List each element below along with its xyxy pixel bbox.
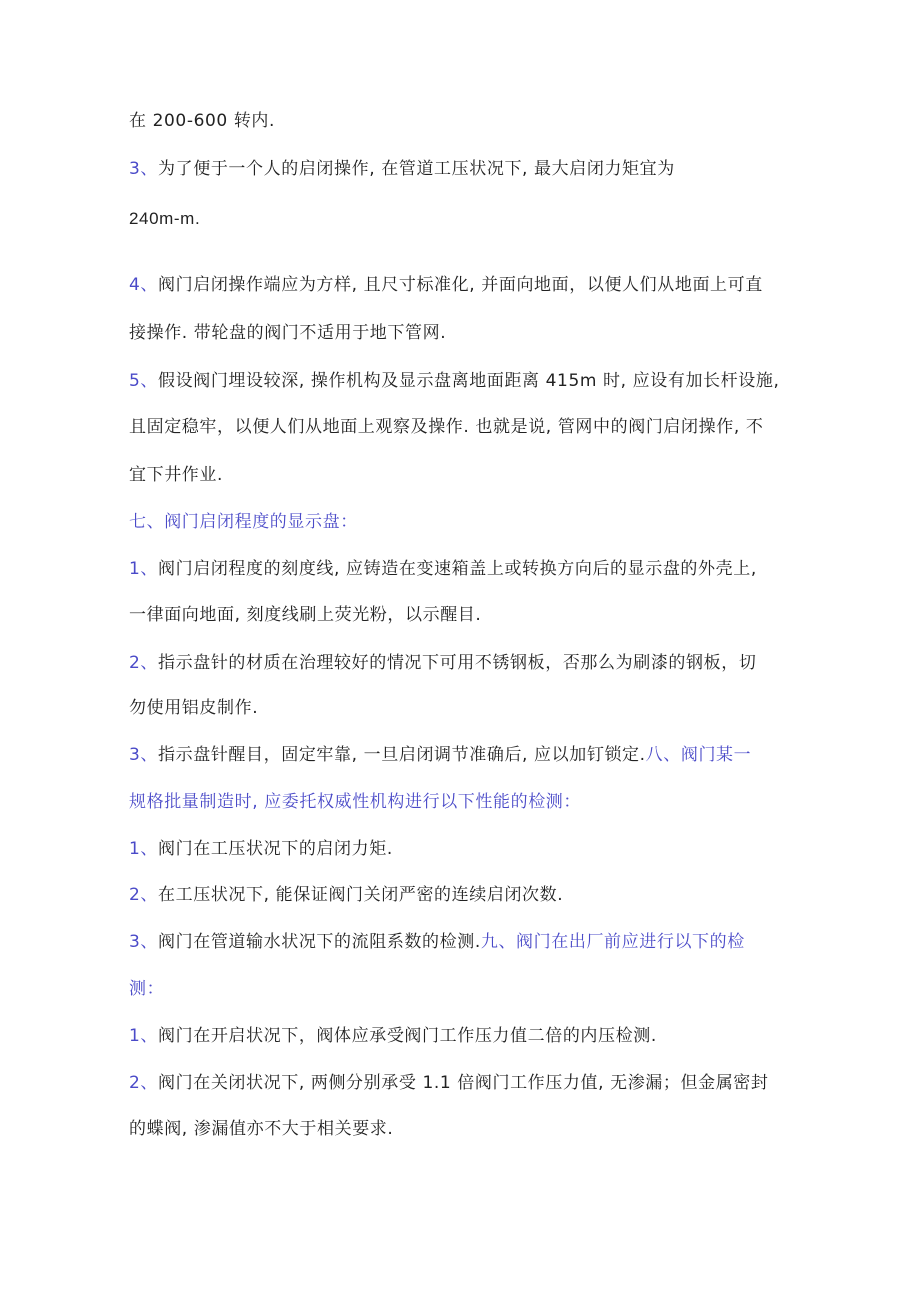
line-text: 宜下井作业. [129,465,224,485]
line-text: 240m-m. [129,209,201,228]
line-text: 在工压状况下, 能保证阀门关闭严密的连续启闭次数. [158,885,564,905]
text-line [129,322,446,344]
list-item-4 [129,274,763,296]
item-number: 3、 [129,932,159,952]
heading-text: 规格批量制造时, 应委托权威性机构进行以下性能的检测： [129,792,582,812]
section-heading-9: 九、阀门在出厂前应进行以下的检 [480,932,745,952]
line-text: 阀门启闭操作端应为方样, 且尺寸标准化, 并面向地面，以便人们从地面上可直 [158,275,763,295]
text-line [129,110,275,132]
list-item-2 [129,652,756,674]
line-text: 阀门在关闭状况下, 两侧分别承受 1.1 倍阀门工作压力值, 无渗漏；但金属密封 [158,1073,769,1093]
line-text: 为了便于一个人的启闭操作, 在管道工压状况下, 最大启闭力矩宜为 [158,159,675,179]
line-text: 一律面向地面, 刻度线刷上荧光粉，以示醒目. [129,605,482,625]
line-text: 且固定稳牢，以便人们从地面上观察及操作. 也就是说, 管网中的阀门启闭操作, 不 [129,417,764,437]
text-line [129,604,481,626]
item-number: 3、 [129,745,159,765]
heading-text: 七、阀门启闭程度的显示盘： [129,512,358,532]
line-text: 阀门在管道输水状况下的流阻系数的检测. [158,932,481,952]
item-number: 2、 [129,885,159,905]
item-number: 1、 [129,559,159,579]
list-item-2 [129,884,563,906]
line-text: 指示盘针的材质在治理较好的情况下可用不锈钢板，否那么为刷漆的钢板，切 [158,653,757,673]
section-heading-8: 八、阀门某一 [645,745,752,765]
text-line [129,1118,393,1140]
list-item-3 [129,158,675,180]
item-number: 2、 [129,653,159,673]
item-number: 4、 [129,275,159,295]
list-item-1 [129,838,393,860]
line-text: 在 200-600 转内. [129,111,276,131]
list-item-5 [129,370,779,392]
line-text: 阀门在工压状况下的启闭力矩. [158,839,393,859]
line-text: 指示盘针醒目，固定牢靠, 一旦启闭调节准确后, 应以加钉锁定. [158,745,646,765]
text-line [129,697,258,719]
line-text: 阀门在开启状况下，阀体应承受阀门工作压力值二倍的内压检测. [158,1026,657,1046]
list-item-3 [129,744,751,766]
section-heading-9-cont [129,978,164,1000]
item-number: 1、 [129,839,159,859]
heading-text: 测： [129,979,165,999]
list-item-2 [129,1072,769,1094]
text-line [129,208,200,230]
text-line [129,416,763,438]
line-text: 接操作. 带轮盘的阀门不适用于地下管网. [129,323,447,343]
text-line [129,464,223,486]
item-number: 5、 [129,371,159,391]
item-number: 1、 [129,1026,159,1046]
list-item-3 [129,931,745,953]
item-number: 3、 [129,159,159,179]
item-number: 2、 [129,1073,159,1093]
line-text: 勿使用铝皮制作. [129,698,259,718]
list-item-1 [129,558,757,580]
section-heading-7 [129,511,358,533]
section-heading-8-cont [129,791,581,813]
line-text: 假设阀门埋设较深, 操作机构及显示盘离地面距离 415m 时, 应设有加长杆设施, [158,371,780,391]
line-text: 的蝶阀, 渗漏值亦不大于相关要求. [129,1119,394,1139]
list-item-1 [129,1025,657,1047]
line-text: 阀门启闭程度的刻度线, 应铸造在变速箱盖上或转换方向后的显示盘的外壳上, [158,559,757,579]
